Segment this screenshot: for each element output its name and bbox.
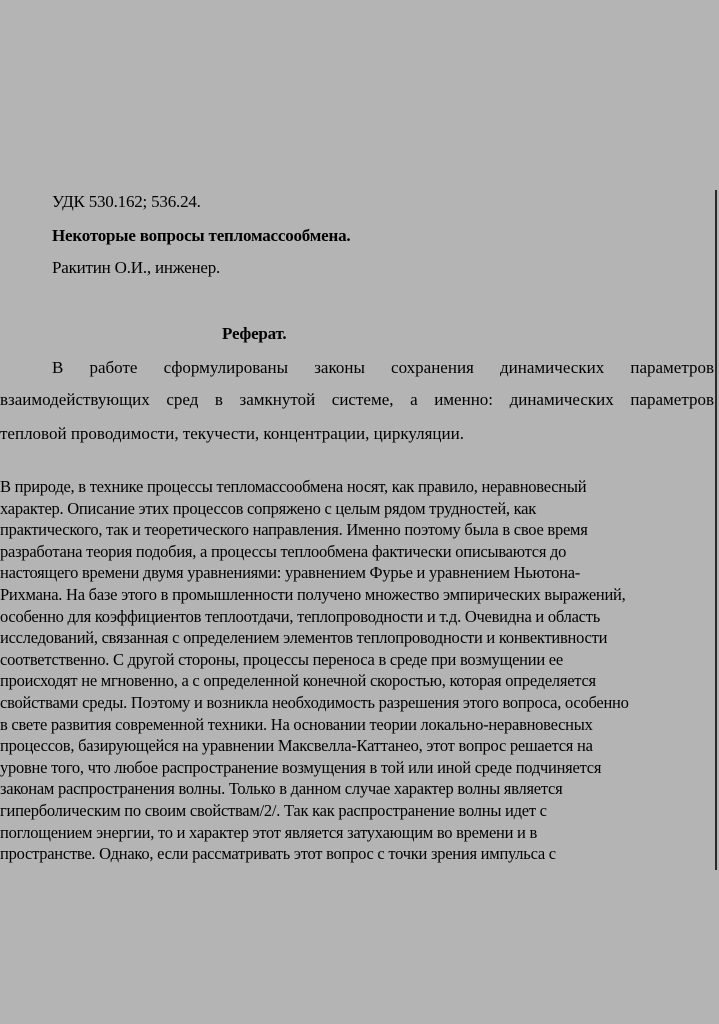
body-paragraph <box>0 476 714 865</box>
body-line: уровне того, что любое распространение возмущения в той или иной среде подчиняется <box>0 757 602 777</box>
body-line: процессов, базирующейся на уравнении Максвелла-Каттанео, этот вопрос решается на <box>0 736 593 756</box>
body-line: пространстве. Однако, если рассматривать этот вопрос с точки зрения импульса с <box>0 844 556 864</box>
udk-code: УДК 530.162; 536.24. <box>52 192 201 211</box>
body-line: в свете развития современной техники. На основании теории локально-неравновесных <box>0 714 593 734</box>
body-line: настоящего времени двумя уравнениями: уравнением Фурье и уравнением Ньютона- <box>0 563 581 583</box>
abstract-line: В работе сформулированы законы сохранения динамических параметров <box>52 358 714 377</box>
right-margin-rule <box>715 190 717 870</box>
body-line: поглощением энергии, то и характер этот является затухающим во времени и в <box>0 822 538 842</box>
body-line: соответственно. С другой стороны, процессы переноса в среде при возмущении ее <box>0 649 563 669</box>
body-line: особенно для коэффициентов теплоотдачи, теплопроводности и т.д. Очевидна и область <box>0 606 600 626</box>
abstract-heading: Реферат. <box>222 324 287 343</box>
body-line: происходят не мгновенно, а с определенной конечной скоростью, которая определяется <box>0 671 596 691</box>
article-title: Некоторые вопросы тепломассообмена. <box>52 226 351 245</box>
article-author: Ракитин О.И., инженер. <box>52 258 221 277</box>
body-line: законам распространения волны. Только в данном случае характер волны является <box>0 779 563 799</box>
body-line: В природе, в технике процессы тепломассообмена носят, как правило, неравновесный <box>0 477 587 496</box>
body-line: разработана теория подобия, а процессы теплообмена фактически описываются до <box>0 541 567 561</box>
abstract-line: взаимодействующих сред в замкнутой системе, а именно: динамических параметров <box>0 390 714 409</box>
body-line: гиперболическим по своим свойствам/2/. Так как распространение волны идет с <box>0 800 547 820</box>
body-line: практического, так и теоретического направления. Именно поэтому была в свое время <box>0 520 588 540</box>
body-line: характер. Описание этих процессов сопряжено с целым рядом трудностей, как <box>0 498 537 518</box>
abstract-line: тепловой проводимости, текучести, концентрации, циркуляции. <box>0 424 464 443</box>
body-line: исследований, связанная с определением элементов теплопроводности и конвективности <box>0 628 608 648</box>
body-line: Рихмана. На базе этого в промышленности получено множество эмпирических выражений, <box>0 584 626 604</box>
body-line: свойствами среды. Поэтому и возникла необходимость разрешения этого вопроса, особенно <box>0 692 629 712</box>
